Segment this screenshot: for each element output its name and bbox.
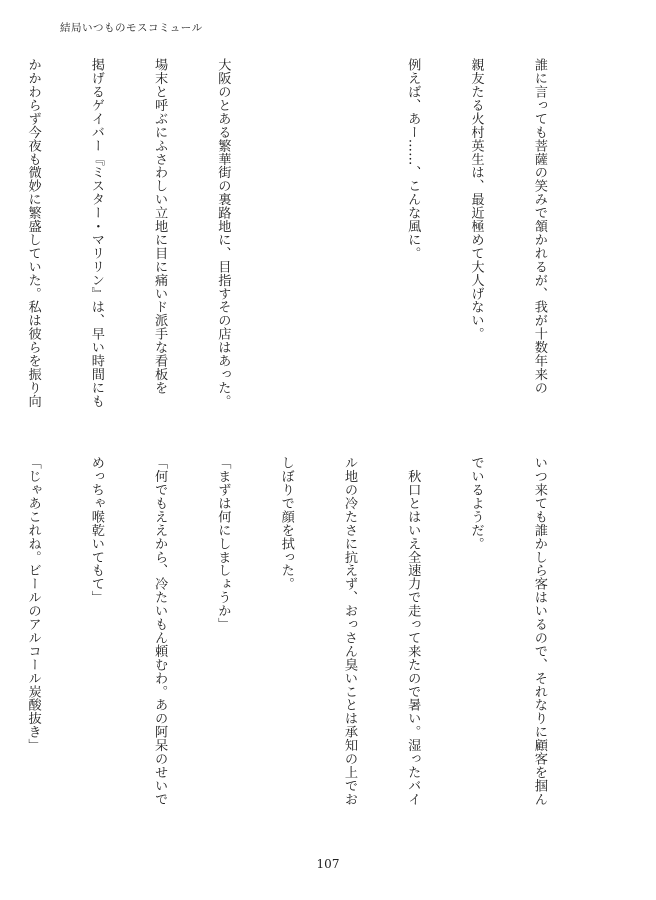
text-block-bottom [0, 456, 592, 836]
text-line: でいるようだ。 [468, 456, 484, 551]
text-line: 例えば、あー……、こんな風に。 [405, 58, 421, 260]
text-line: いつ来ても誰かしら客はいるので、それなりに顧客を掴ん [531, 456, 547, 806]
text-line: 「じゃあこれね。ビールのアルコール炭酸抜き」 [25, 456, 41, 752]
text-line: 大阪のとある繁華街の裏路地に、目指すその店はあった。 [215, 58, 231, 408]
text-line: 場末と呼ぶにふさわしい立地に目に痛いド派手な看板を [152, 58, 168, 395]
blank-line [339, 58, 360, 438]
running-head: 結局いつものモスコミュール [60, 22, 203, 34]
text-line: かかわらず今夜も微妙に繁盛していた。私は彼らを振り向 [25, 58, 41, 408]
text-block-top [0, 58, 592, 438]
blank-line [276, 58, 297, 438]
text-line: 誰に言っても菩薩の笑みで頷かれるが、我が十数年来の [531, 58, 547, 395]
text-line: 親友たる火村英生は、最近極めて大人げない。 [468, 58, 484, 341]
text-line: 掲げるゲイバー『ミスター・マリリン』は、早い時間にも [88, 58, 104, 408]
text-line: 秋口とはいえ全速力で走って来たので暑い。湿ったバイ [405, 456, 421, 806]
text-line: しぼりで顔を拭った。 [278, 456, 294, 591]
text-line: めっちゃ喉乾いてもて」 [88, 456, 104, 604]
text-line: 「まずは何にしましょうか」 [215, 456, 231, 631]
text-line: ル地の冷たさに抗えず、おっさん臭いことは承知の上でお [341, 456, 357, 806]
text-line: 「何でもええから、冷たいもん頼むわ。あの阿呆のせいで [152, 456, 168, 806]
page-number: 107 [316, 857, 340, 871]
